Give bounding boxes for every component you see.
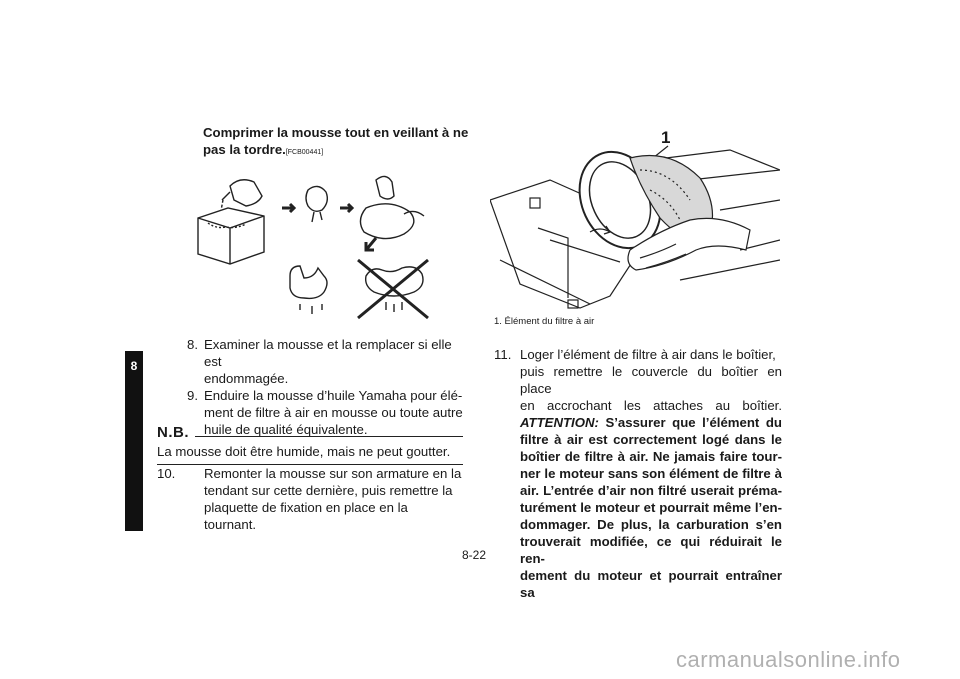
attention-label: ATTENTION: <box>520 415 599 430</box>
hands-squeeze-correct-icon <box>290 266 327 298</box>
hand-squeeze-icon <box>306 186 327 211</box>
figure-caption: 1. Élément du filtre à air <box>494 316 595 327</box>
instruction-list-left <box>178 336 463 438</box>
instruction-item-11 <box>494 346 782 601</box>
foam-oiling-illustration <box>190 168 440 328</box>
note-text: La mousse doit être humide, mais ne peut goutter. <box>157 444 451 459</box>
warning-code: [FCB00441] <box>285 149 324 156</box>
arrow-right-icon <box>340 204 352 212</box>
warning-text <box>203 124 473 161</box>
clip-icon <box>530 198 540 208</box>
watermark: carmanualsonline.info <box>676 647 901 672</box>
section-tab: 8 <box>125 351 143 531</box>
arrow-down-left-icon <box>366 238 376 250</box>
note-box <box>157 424 463 465</box>
air-filter-installation-illustration <box>490 140 780 312</box>
instruction-item-10 <box>157 465 463 533</box>
attention-line: ATTENTION: S’assurer que l’élément du <box>520 415 782 430</box>
container-icon <box>198 208 264 264</box>
foam-sheet-icon <box>360 204 413 239</box>
list-item: 10. Remonter la mousse sur son armature en la tendant sur cette dernière, puis remettre la plaquette de fixation en place en la tournant. <box>157 466 462 532</box>
oil-can-icon <box>230 180 262 206</box>
warning-line-2: pas la tordre.[FCB00441] <box>203 142 324 157</box>
list-item: 9. Enduire la mousse d’huile Yamaha pour élé- ment de filtre à air en mousse ou toute autre huile de qualité équivalente. <box>187 388 463 437</box>
list-item: 8. Examiner la mousse et la remplacer si elle est endommagée. <box>187 337 452 386</box>
page-number: 8-22 <box>462 548 487 562</box>
warning-line-1: Comprimer la mousse tout en veillant à ne <box>203 125 469 140</box>
arrow-right-icon <box>282 204 294 212</box>
note-title: N.B. <box>157 424 189 441</box>
callout-number: 1 <box>661 128 671 147</box>
list-item: 11. Loger l’élément de filtre à air dans le boîtier, puis remettre le couvercle du boîtier en place en accrochant les attaches au boîtier. ATTENTION: S’assurer que l’élément du filtre à air est correctement logé dans le boîtier de filtre à air. Ne jamais faire tour- ner le moteur sans son élément de filtre à air. L’entrée d’air non filtré userait préma- turément le moteur et pourrait même l’en- dommager. De plus, la carburation s’en trouverait modifiée, ce qui réduirait le ren- dement du moteur et pourrait entraîner sa <box>494 347 782 600</box>
